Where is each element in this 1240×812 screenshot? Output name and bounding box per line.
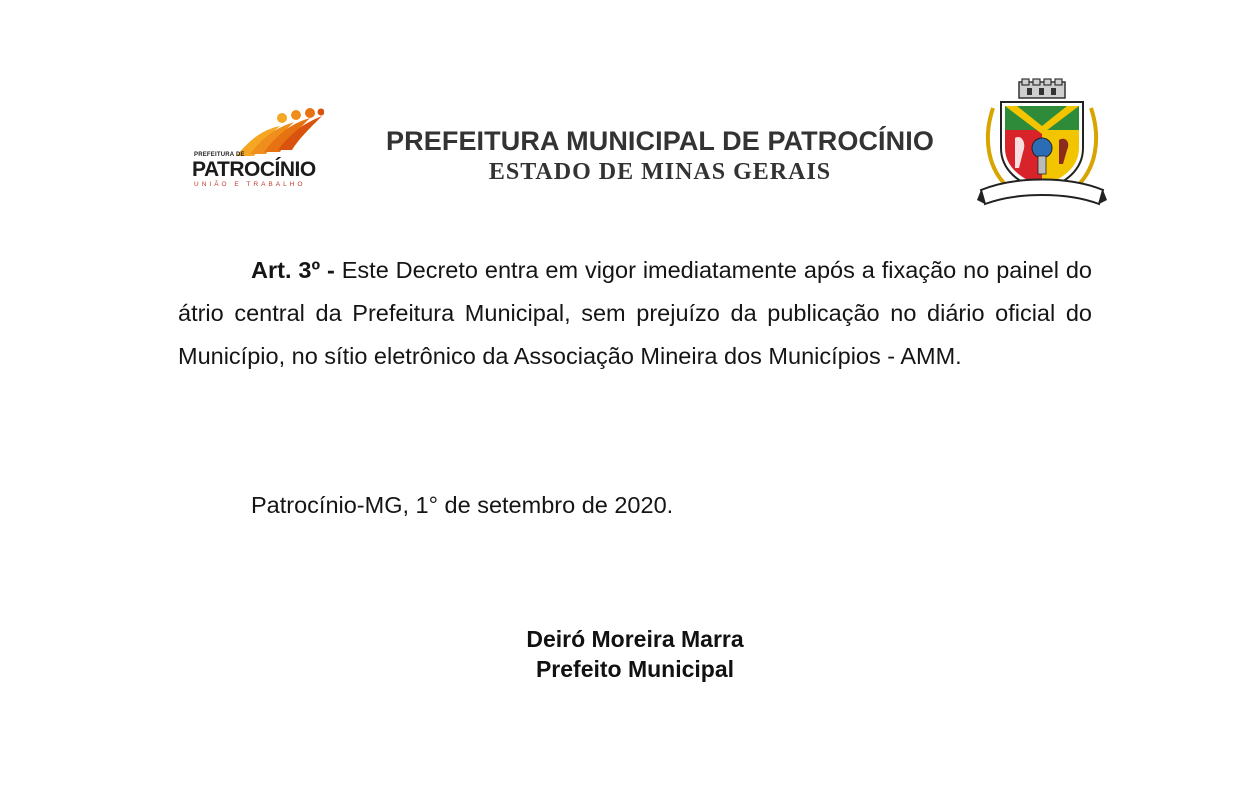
article-paragraph xyxy=(178,249,1092,378)
article-text: Este Decreto entra em vigor imediatamente após a fixação no painel do átrio central da Prefeitura Municipal, sem prejuízo da publicação no diário oficial do Município, no sítio eletrônico da Associação Mineira dos Municípios - AMM. xyxy=(178,257,1092,369)
coat-of-arms xyxy=(975,78,1110,216)
signatory-title: Prefeito Municipal xyxy=(535,656,735,682)
signatory-name: Deiró Moreira Marra xyxy=(526,626,744,652)
logo-motto: UNIÃO E TRABALHO xyxy=(194,181,306,188)
header-subtitle: ESTADO DE MINAS GERAIS xyxy=(488,159,832,185)
document-header xyxy=(355,126,965,186)
header-title: PREFEITURA MUNICIPAL DE PATROCÍNIO xyxy=(386,126,934,156)
people-logo-icon xyxy=(232,108,324,158)
date-line: Patrocínio-MG, 1° de setembro de 2020. xyxy=(251,492,674,518)
signature-block xyxy=(435,624,835,684)
article-label: Art. 3º - xyxy=(251,257,335,283)
coat-of-arms-icon xyxy=(975,78,1110,216)
logo-main-text: PATROCÍNIO xyxy=(192,158,316,181)
city-logo xyxy=(190,108,335,196)
logo-small-text: PREFEITURA DE xyxy=(194,152,245,158)
